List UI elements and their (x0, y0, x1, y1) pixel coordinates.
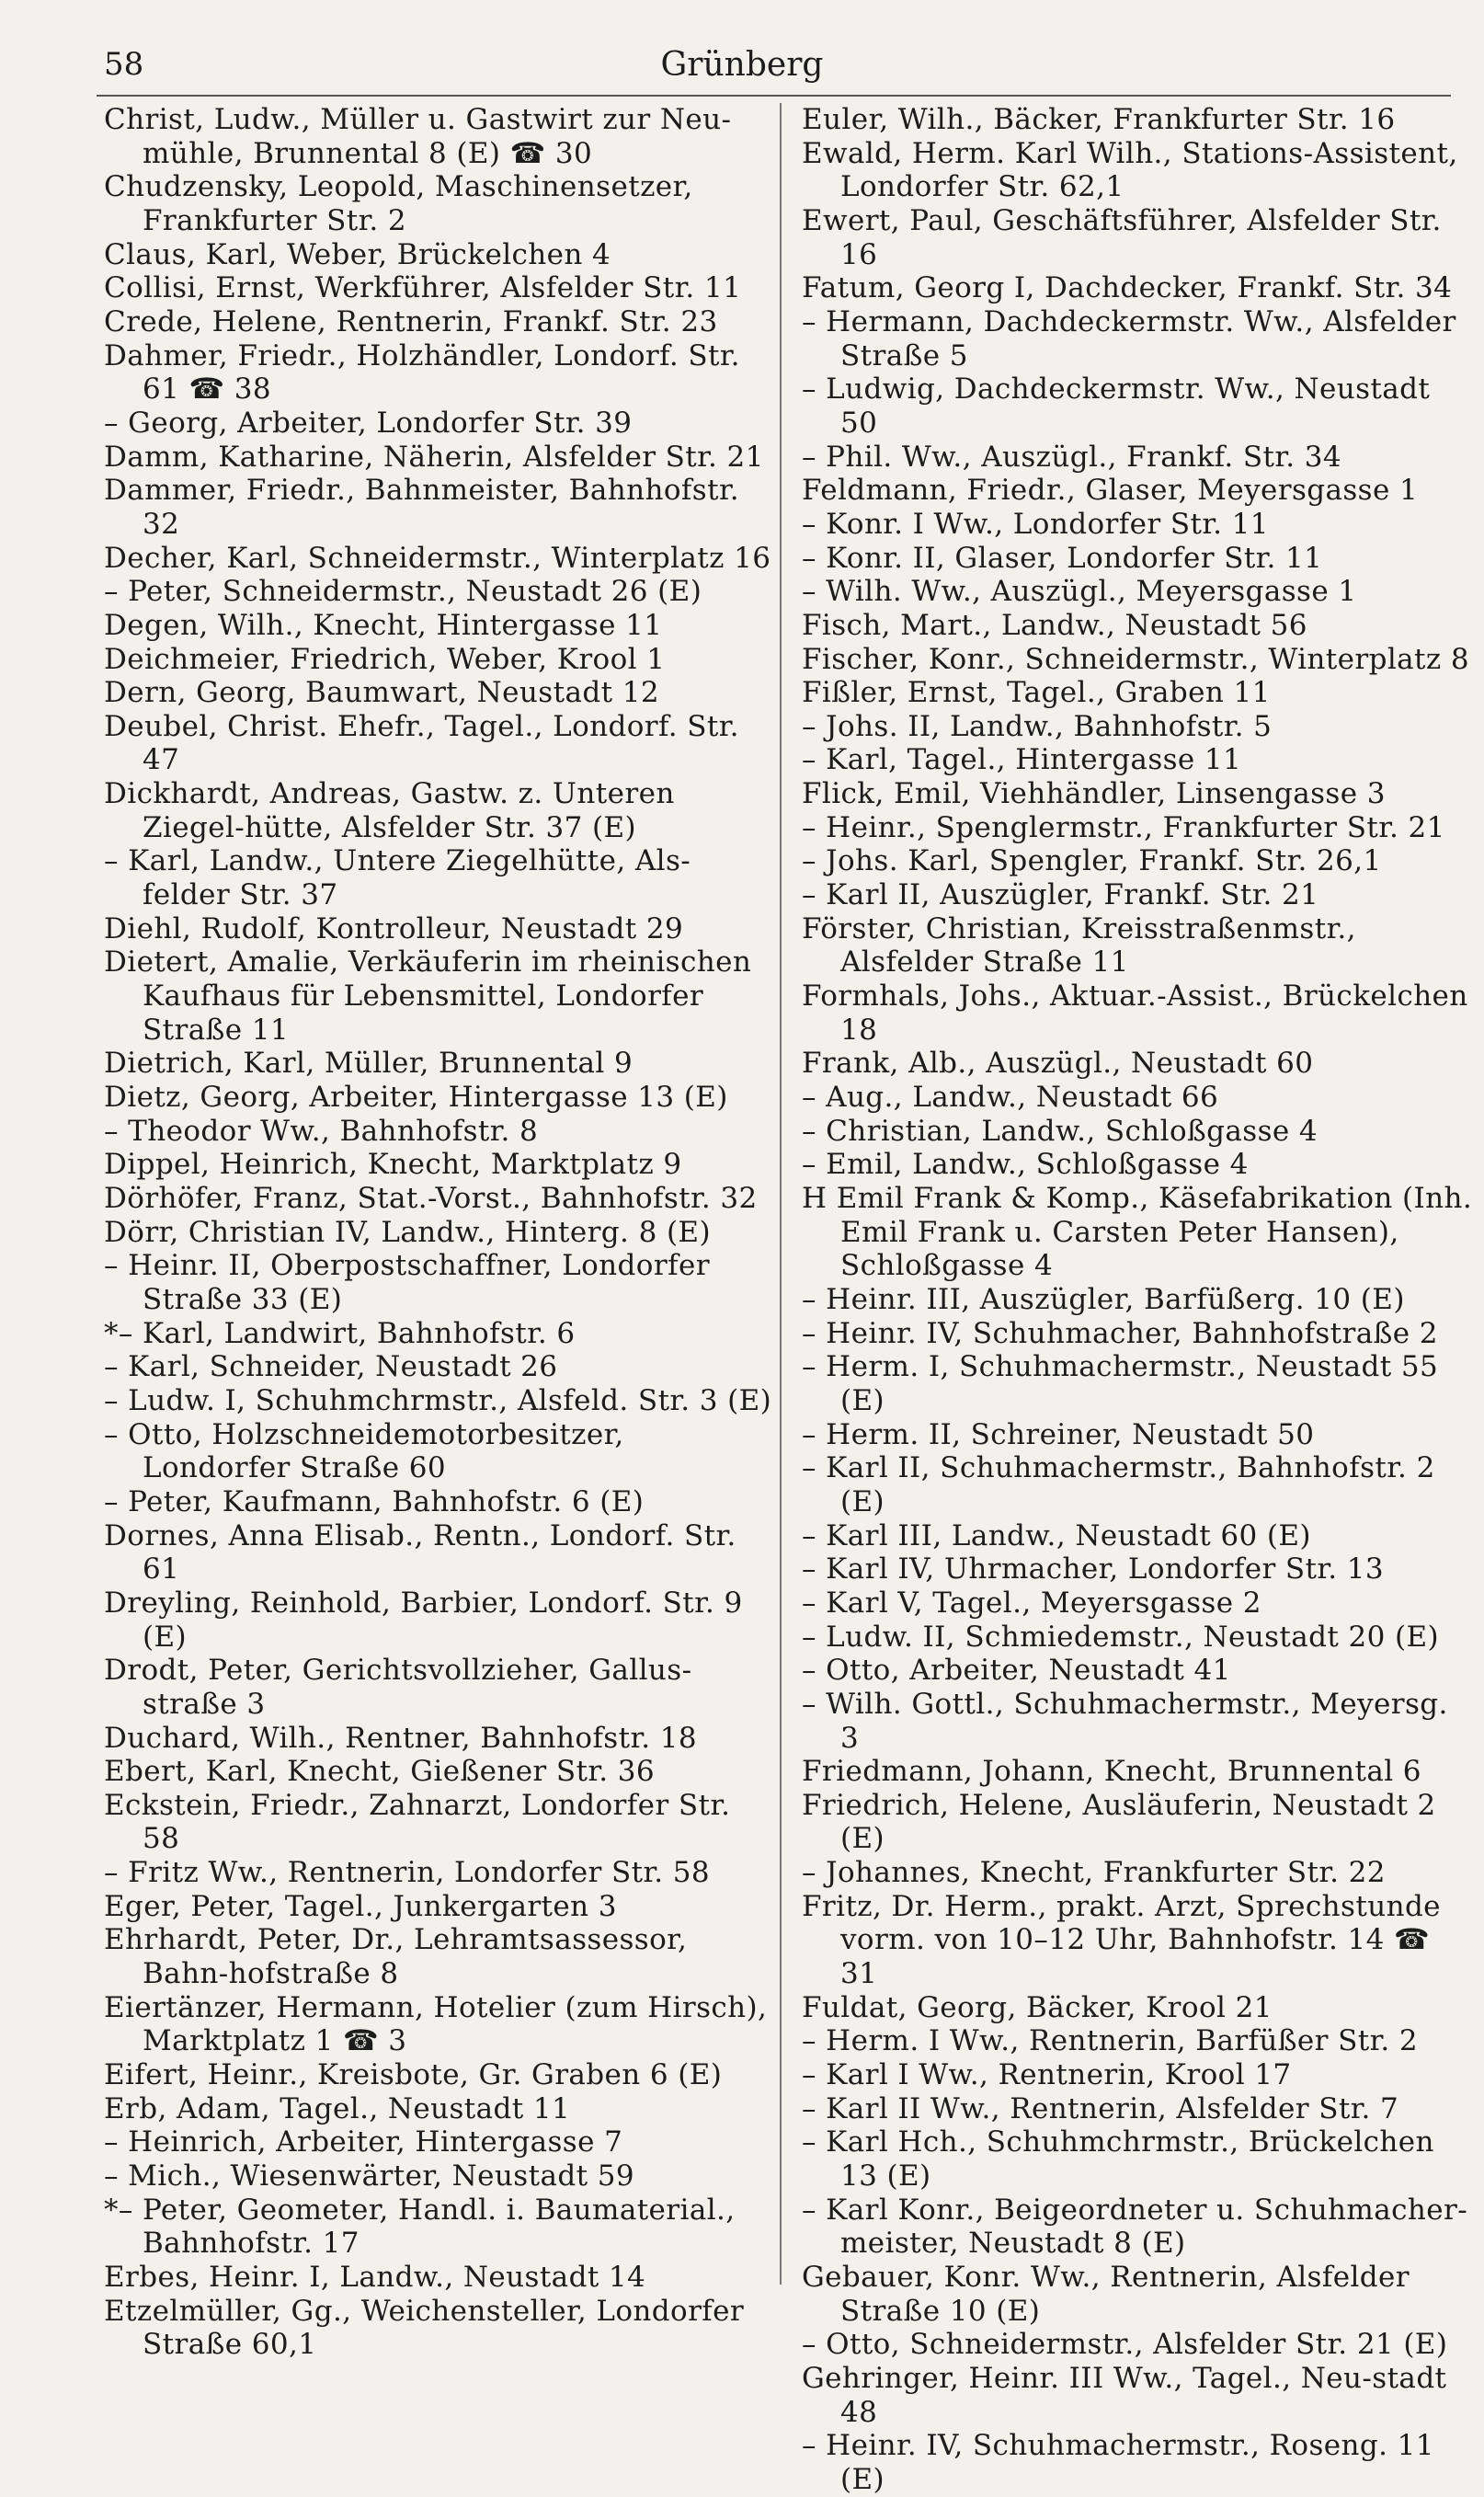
directory-entry: H Emil Frank & Komp., Käsefabrikation (Inh. Emil Frank u. Carsten Peter Hansen), Schloßgasse 4 (802, 1182, 1482, 1283)
directory-entry: Friedmann, Johann, Knecht, Brunnental 6 (802, 1755, 1421, 1789)
directory-entry: – Herm. I Ww., Rentnerin, Barfüßer Str. 2 (802, 2024, 1419, 2058)
directory-entry: – Otto, Schneidermstr., Alsfelder Str. 21 (E) (802, 2328, 1448, 2362)
right-column (802, 103, 1482, 2497)
directory-entry: Erb, Adam, Tagel., Neustadt 11 (104, 2091, 571, 2125)
directory-entry: – Karl III, Landw., Neustadt 60 (E) (802, 1518, 1311, 1552)
directory-entry: – Karl, Landw., Untere Ziegelhütte, Als-felder Str. 37 (104, 844, 691, 912)
directory-entry: Fuldat, Georg, Bäcker, Krool 21 (802, 1990, 1273, 2024)
page-number: 58 (104, 46, 144, 83)
directory-entry: – Karl V, Tagel., Meyersgasse 2 (802, 1586, 1261, 1620)
directory-entry: Eifert, Heinr., Kreisbote, Gr. Graben 6 (E) (104, 2058, 723, 2092)
directory-entry: – Heinr. II, Oberpostschaffner, Londorfer Straße 33 (E) (104, 1249, 720, 1316)
directory-entry: Dickhardt, Andreas, Gastw. z. Unteren Ziegel-hütte, Alsfelder Str. 37 (E) (104, 777, 684, 844)
directory-entry: – Konr. II, Glaser, Londorfer Str. 11 (802, 541, 1323, 575)
directory-entry: Diehl, Rudolf, Kontrolleur, Neustadt 29 (104, 911, 684, 945)
directory-entry: – Ludwig, Dachdeckermstr. Ww., Neustadt 50 (802, 372, 1440, 440)
directory-entry: Friedrich, Helene, Ausläuferin, Neustadt 2 (E) (802, 1788, 1445, 1856)
directory-entry: – Heinr. IV, Schuhmacher, Bahnhofstraße 2 (802, 1316, 1438, 1350)
directory-entry: – Peter, Kaufmann, Bahnhofstr. 6 (E) (104, 1484, 645, 1518)
directory-entry: Formhals, Johs., Aktuar.-Assist., Brückelchen 18 (802, 979, 1478, 1047)
directory-entry: Gehringer, Heinr. III Ww., Tagel., Neu-stadt 48 (802, 2361, 1456, 2429)
header-rule (97, 95, 1451, 97)
directory-entry: Degen, Wilh., Knecht, Hintergasse 11 (104, 608, 663, 642)
directory-entry: Flick, Emil, Viehhändler, Linsengasse 3 (802, 777, 1386, 811)
directory-entry: Frank, Alb., Auszügl., Neustadt 60 (802, 1047, 1314, 1081)
directory-entry: – Heinrich, Arbeiter, Hintergasse 7 (104, 2125, 623, 2159)
directory-entry: – Karl II Ww., Rentnerin, Alsfelder Str. 7 (802, 2091, 1399, 2125)
directory-entry: – Karl I Ww., Rentnerin, Krool 17 (802, 2058, 1292, 2092)
directory-entry: Feldmann, Friedr., Glaser, Meyersgasse 1 (802, 474, 1419, 508)
directory-entry: Dornes, Anna Elisab., Rentn., Londorf. Str. 61 (104, 1518, 746, 1586)
directory-entry: Erbes, Heinr. I, Landw., Neustadt 14 (104, 2261, 646, 2294)
directory-entry: – Karl II, Auszügler, Frankf. Str. 21 (802, 878, 1319, 912)
directory-entry: – Karl IV, Uhrmacher, Londorfer Str. 13 (802, 1552, 1384, 1586)
directory-entry: – Fritz Ww., Rentnerin, Londorfer Str. 58 (104, 1856, 711, 1890)
directory-entry: – Konr. I Ww., Londorfer Str. 11 (802, 507, 1269, 541)
directory-entry: Dörr, Christian IV, Landw., Hinterg. 8 (E) (104, 1215, 711, 1249)
directory-entry: Etzelmüller, Gg., Weichensteller, Londorfer Straße 60,1 (104, 2294, 754, 2362)
directory-entry: – Wilh. Ww., Auszügl., Meyersgasse 1 (802, 575, 1357, 609)
directory-entry: – Otto, Holzschneidemotorbesitzer, Londorfer Straße 60 (104, 1417, 634, 1485)
directory-entry: – Karl Hch., Schuhmchrmstr., Brückelchen 13 (E) (802, 2125, 1444, 2193)
directory-entry: – Karl II, Schuhmachermstr., Bahnhofstr. 2 (E) (802, 1451, 1444, 1518)
directory-entry: – Otto, Arbeiter, Neustadt 41 (802, 1654, 1231, 1688)
directory-entry: Deubel, Christ. Ehefr., Tagel., Londorf. Str. 47 (104, 709, 749, 777)
directory-entry: – Johs. Karl, Spengler, Frankf. Str. 26,1 (802, 844, 1382, 878)
directory-entry: – Heinr. IV, Schuhmachermstr., Roseng. 11 (E) (802, 2429, 1444, 2496)
directory-entry: Ebert, Karl, Knecht, Gießener Str. 36 (104, 1755, 655, 1789)
directory-entry: – Wilh. Gottl., Schuhmachermstr., Meyersg. 3 (802, 1687, 1458, 1755)
directory-entry: Dörhöfer, Franz, Stat.-Vorst., Bahnhofstr. 32 (104, 1182, 758, 1215)
directory-entry: Decher, Karl, Schneidermstr., Winterplatz 16 (104, 541, 771, 575)
directory-entry: Dippel, Heinrich, Knecht, Marktplatz 9 (104, 1148, 682, 1182)
directory-entry: Dreyling, Reinhold, Barbier, Londorf. Str. 9 (E) (104, 1586, 752, 1654)
directory-entry: – Heinr., Spenglermstr., Frankfurter Str. 21 (802, 810, 1445, 844)
directory-entry: Dietz, Georg, Arbeiter, Hintergasse 13 (E) (104, 1081, 728, 1115)
directory-entry: – Ludw. I, Schuhmchrmstr., Alsfeld. Str. 3 (E) (104, 1383, 772, 1417)
directory-entry: Ewald, Herm. Karl Wilh., Stations-Assistent, Londorfer Str. 62,1 (802, 136, 1467, 204)
directory-entry: Dietrich, Karl, Müller, Brunnental 9 (104, 1047, 634, 1081)
directory-entry: Ehrhardt, Peter, Dr., Lehramtsassessor, Bahn-hofstraße 8 (104, 1923, 697, 1991)
directory-entry: – Phil. Ww., Auszügl., Frankf. Str. 34 (802, 440, 1341, 474)
directory-entry: Eger, Peter, Tagel., Junkergarten 3 (104, 1889, 617, 1923)
directory-entry: – Peter, Schneidermstr., Neustadt 26 (E) (104, 575, 702, 609)
directory-entry: – Emil, Landw., Schloßgasse 4 (802, 1148, 1249, 1182)
directory-entry: – Johs. II, Landw., Bahnhofstr. 5 (802, 709, 1273, 743)
directory-entry: Christ, Ludw., Müller u. Gastwirt zur Neu-mühle, Brunnental 8 (E) ☎ 30 (104, 103, 732, 170)
directory-entry: Fatum, Georg I, Dachdecker, Frankf. Str. 34 (802, 271, 1453, 305)
directory-entry: – Ludw. II, Schmiedemstr., Neustadt 20 (E) (802, 1620, 1440, 1654)
directory-entry: Dahmer, Friedr., Holzhändler, Londorf. Str. 61 ☎ 38 (104, 338, 750, 407)
page-title: Grünberg (660, 46, 824, 84)
directory-entry: Crede, Helene, Rentnerin, Frankf. Str. 23 (104, 304, 718, 338)
directory-entry: Fritz, Dr. Herm., prakt. Arzt, Sprechstunde vorm. von 10–12 Uhr, Bahnhofstr. 14 ☎ 31 (802, 1889, 1451, 1991)
left-column (104, 103, 775, 2362)
directory-entry: – Aug., Landw., Neustadt 66 (802, 1081, 1219, 1115)
directory-entry: Eiertänzer, Hermann, Hotelier (zum Hirsch), Marktplatz 1 ☎ 3 (104, 1990, 777, 2058)
directory-entry: Dietert, Amalie, Verkäuferin im rheinischen Kaufhaus für Lebensmittel, Londorfer Straße 11 (104, 945, 761, 1047)
directory-entry: Förster, Christian, Kreisstraßenmstr., Alsfelder Straße 11 (802, 911, 1366, 979)
directory-entry: – Karl Konr., Beigeordneter u. Schuhmacher-meister, Neustadt 8 (E) (802, 2193, 1468, 2261)
directory-entry: – Heinr. III, Auszügler, Barfüßerg. 10 (E) (802, 1282, 1405, 1316)
directory-entry: – Karl, Tagel., Hintergasse 11 (802, 743, 1242, 777)
directory-entry: Fischer, Konr., Schneidermstr., Winterplatz 8 (802, 642, 1470, 676)
directory-entry: Dammer, Friedr., Bahnmeister, Bahnhofstr. 32 (104, 474, 749, 541)
directory-entry: – Karl, Schneider, Neustadt 26 (104, 1350, 558, 1384)
column-divider (780, 103, 782, 2285)
directory-entry: Fisch, Mart., Landw., Neustadt 56 (802, 608, 1307, 642)
directory-entry: Collisi, Ernst, Werkführer, Alsfelder Str. 11 (104, 271, 742, 305)
directory-entry: – Herm. I, Schuhmachermstr., Neustadt 55 (E) (802, 1350, 1448, 1417)
directory-entry: Eckstein, Friedr., Zahnarzt, Londorfer Str. 58 (104, 1788, 740, 1856)
directory-entry: – Mich., Wiesenwärter, Neustadt 59 (104, 2159, 634, 2193)
directory-entry: Claus, Karl, Weber, Brückelchen 4 (104, 237, 611, 271)
directory-entry: Drodt, Peter, Gerichtsvollzieher, Gallus-straße 3 (104, 1654, 692, 1721)
directory-entry: Gebauer, Konr. Ww., Rentnerin, Alsfelder Straße 10 (E) (802, 2261, 1420, 2328)
directory-entry: Ewert, Paul, Geschäftsführer, Alsfelder Str. 16 (802, 203, 1452, 271)
directory-entry: *– Karl, Landwirt, Bahnhofstr. 6 (104, 1316, 576, 1350)
directory-entry: – Theodor Ww., Bahnhofstr. 8 (104, 1114, 539, 1148)
directory-entry: – Herm. II, Schreiner, Neustadt 50 (802, 1417, 1315, 1451)
directory-entry: Euler, Wilh., Bäcker, Frankfurter Str. 16 (802, 103, 1396, 136)
directory-entry: *– Peter, Geometer, Handl. i. Baumaterial., Bahnhofstr. 17 (104, 2193, 745, 2261)
directory-entry: Fißler, Ernst, Tagel., Graben 11 (802, 676, 1271, 710)
directory-entry: – Hermann, Dachdeckermstr. Ww., Alsfelder Straße 5 (802, 304, 1467, 372)
directory-entry: Deichmeier, Friedrich, Weber, Krool 1 (104, 642, 666, 676)
directory-entry: – Georg, Arbeiter, Londorfer Str. 39 (104, 406, 633, 440)
directory-entry: Chudzensky, Leopold, Maschinensetzer, Frankfurter Str. 2 (104, 170, 702, 237)
directory-entry: – Johannes, Knecht, Frankfurter Str. 22 (802, 1856, 1386, 1890)
directory-entry: – Christian, Landw., Schloßgasse 4 (802, 1114, 1318, 1148)
directory-entry: Duchard, Wilh., Rentner, Bahnhofstr. 18 (104, 1721, 698, 1755)
directory-entry: Dern, Georg, Baumwart, Neustadt 12 (104, 676, 659, 710)
directory-entry: Damm, Katharine, Näherin, Alsfelder Str. 21 (104, 440, 764, 474)
